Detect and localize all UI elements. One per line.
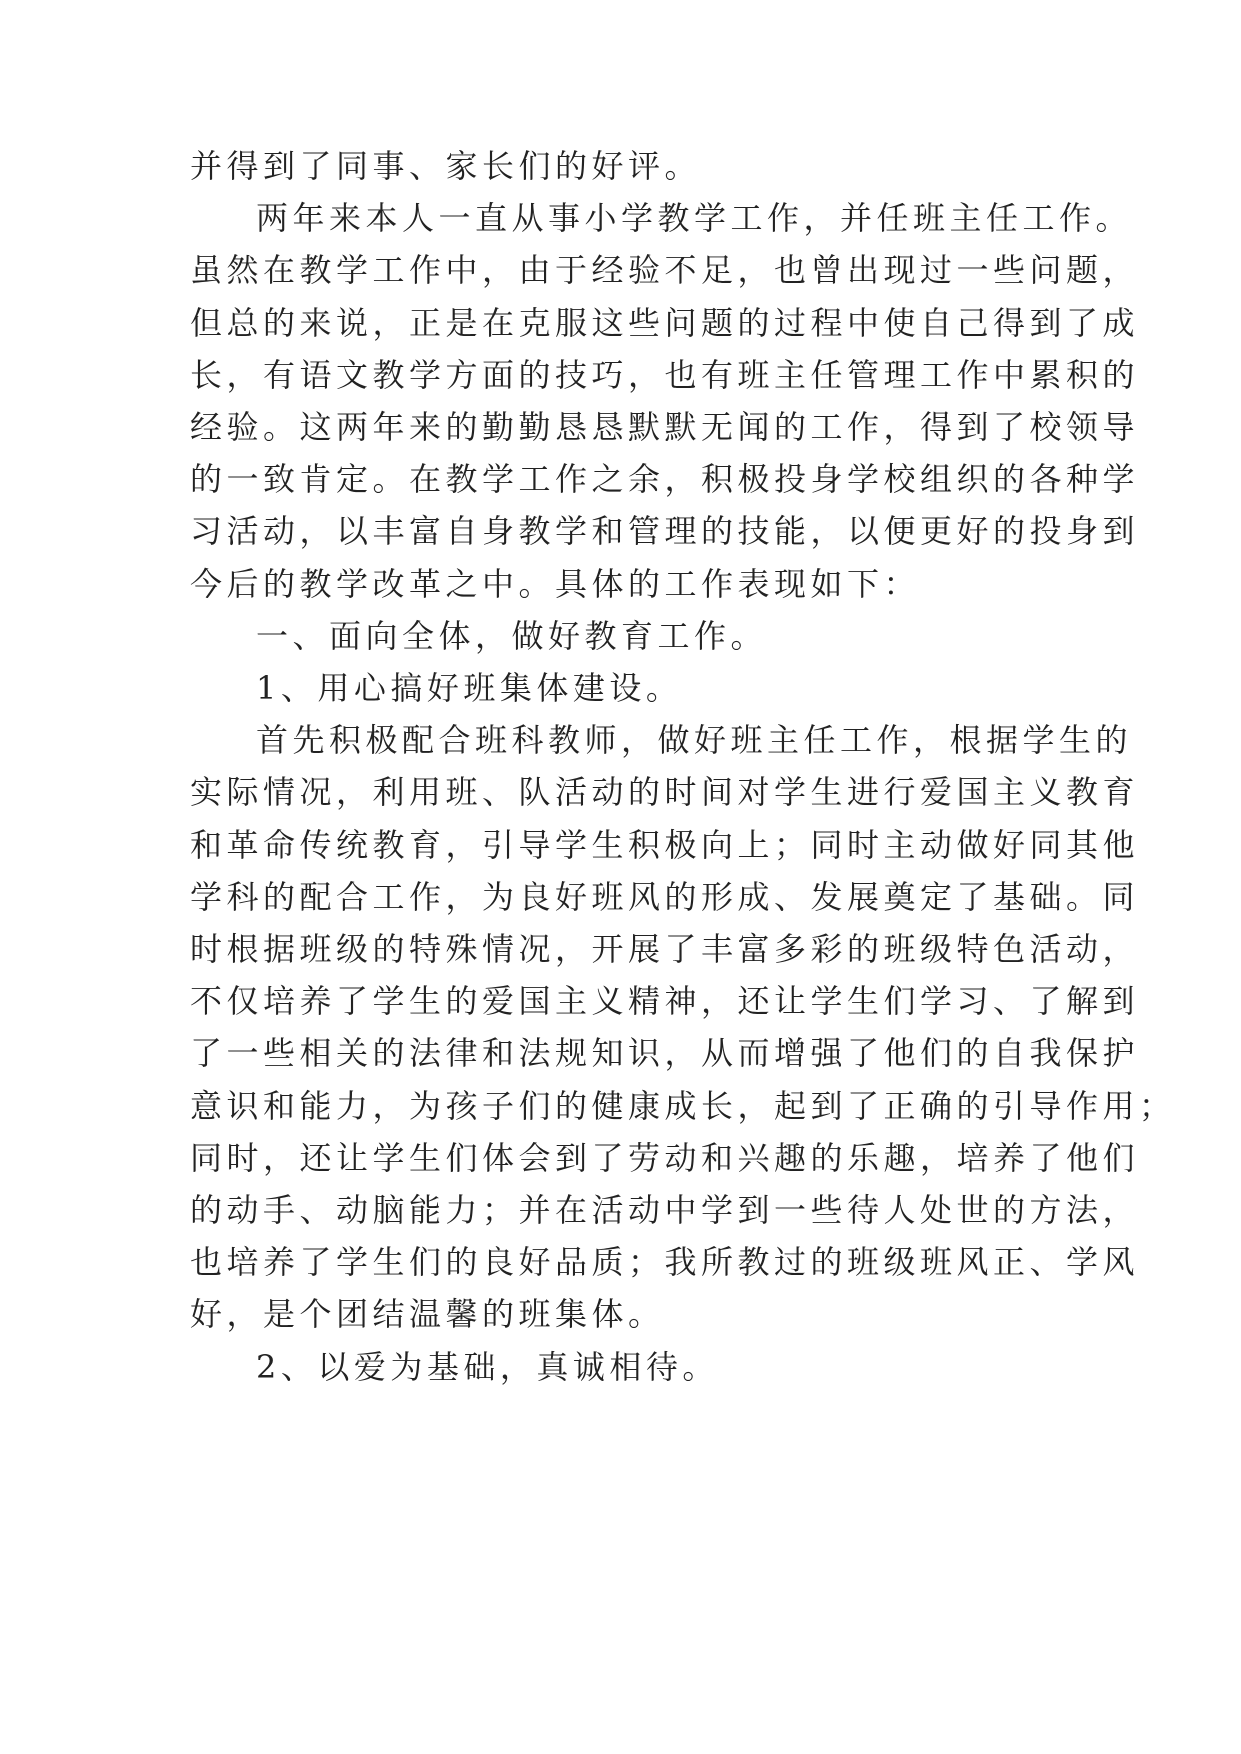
- text-line: 但总的来说，正是在克服这些问题的过程中使自己得到了成: [190, 304, 1140, 342]
- text-line: 了一些相关的法律和法规知识，从而增强了他们的自我保护: [190, 1034, 1140, 1072]
- subsection-heading: 2、以爱为基础，真诚相待。: [256, 1348, 719, 1386]
- text-line: 和革命传统教育，引导学生积极向上；同时主动做好同其他: [190, 826, 1140, 864]
- text-line: 学科的配合工作，为良好班风的形成、发展奠定了基础。同: [190, 878, 1140, 916]
- paragraph-start-line: 首先积极配合班科教师，做好班主任工作，根据学生的: [256, 721, 1133, 759]
- text-line: 虽然在教学工作中，由于经验不足，也曾出现过一些问题，: [190, 251, 1140, 289]
- text-line: 长，有语文教学方面的技巧，也有班主任管理工作中累积的: [190, 356, 1140, 394]
- section-heading: 一、面向全体，做好教育工作。: [256, 617, 768, 655]
- paragraph-start-line: 两年来本人一直从事小学教学工作，并任班主任工作。: [256, 199, 1133, 237]
- text-line: 经验。这两年来的勤勤恳恳默默无闻的工作，得到了校领导: [190, 408, 1140, 446]
- text-line: 今后的教学改革之中。具体的工作表现如下：: [190, 565, 921, 603]
- text-line: 习活动，以丰富自身教学和管理的技能，以便更好的投身到: [190, 512, 1140, 550]
- text-line: 也培养了学生们的良好品质；我所教过的班级班风正、学风: [190, 1243, 1140, 1281]
- text-line: 的一致肯定。在教学工作之余，积极投身学校组织的各种学: [190, 460, 1140, 498]
- text-line: 并得到了同事、家长们的好评。: [190, 147, 702, 185]
- text-line: 时根据班级的特殊情况，开展了丰富多彩的班级特色活动，: [190, 930, 1140, 968]
- text-line: 实际情况，利用班、队活动的时间对学生进行爱国主义教育: [190, 773, 1140, 811]
- text-line: 的动手、动脑能力；并在活动中学到一些待人处世的方法，: [190, 1191, 1140, 1229]
- text-line: 不仅培养了学生的爱国主义精神，还让学生们学习、了解到: [190, 982, 1140, 1020]
- text-line: 意识和能力，为孩子们的健康成长，起到了正确的引导作用；: [190, 1087, 1176, 1125]
- subsection-heading: 1、用心搞好班集体建设。: [256, 669, 683, 707]
- text-line: 好，是个团结温馨的班集体。: [190, 1295, 665, 1333]
- text-line: 同时，还让学生们体会到了劳动和兴趣的乐趣，培养了他们: [190, 1139, 1140, 1177]
